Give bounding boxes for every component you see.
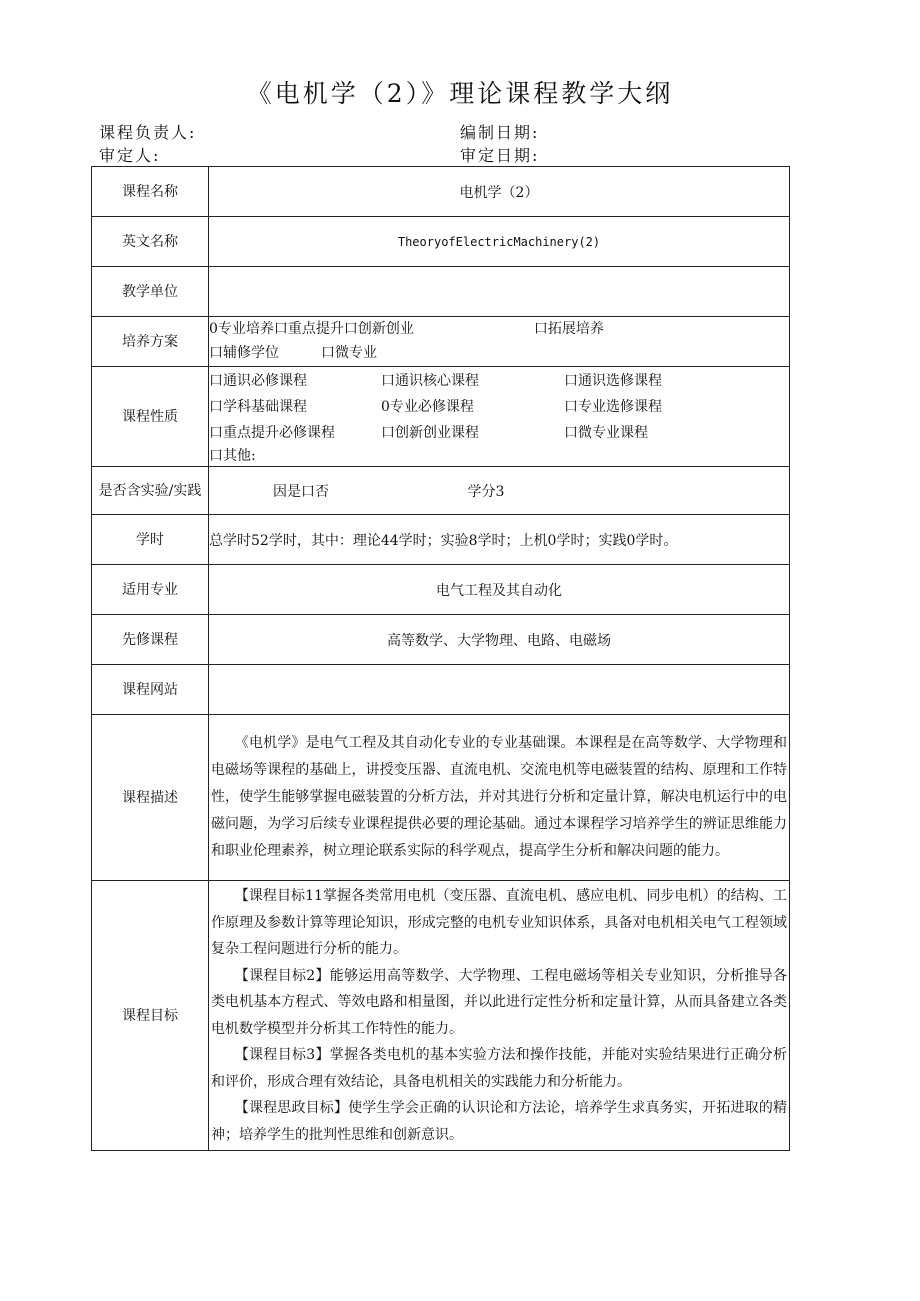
objectives-value: [209, 881, 790, 1151]
row-experiment: [92, 467, 790, 515]
plan-option-key: 口重点提升: [273, 321, 344, 337]
teaching-unit-value: [209, 267, 790, 317]
owner-label: 课程负责人:: [99, 123, 197, 142]
plan-option-expansion: 口拓展培养: [533, 321, 604, 337]
row-hours: [92, 515, 790, 565]
row-english-name: [92, 217, 790, 267]
reviewer-label: 审定人:: [99, 146, 161, 165]
english-name-value: TheoryofElectricMachinery(2): [209, 217, 790, 267]
prerequisites-value: 高等数学、大学物理、电路、电磁场: [209, 615, 790, 665]
hours-value: 总学时52学时，其中：理论44学时；实验8学时；上机0学时；实践0学时。: [209, 515, 790, 565]
nature-option: 口微专业课程: [564, 425, 648, 441]
description-label: 课程描述: [92, 715, 209, 881]
objective-ideology: 【课程思政目标】使学生学会正确的认识论和方法论，培养学生求真务实，开拓进取的精神；培养学生的批判性思维和创新意识。: [211, 1100, 787, 1143]
plan-option-major: 0专业培养: [209, 321, 274, 337]
nature-option: 口通识选修课程: [564, 373, 662, 389]
nature-option: 口重点提升必修课程: [209, 425, 335, 441]
course-name-label: 课程名称: [92, 167, 209, 217]
page-title: 《电机学（2）》理论课程教学大纲: [246, 79, 674, 108]
major-value: 电气工程及其自动化: [209, 565, 790, 615]
experiment-value: [209, 467, 790, 515]
row-training-plan: [92, 317, 790, 367]
row-course-name: [92, 167, 790, 217]
objective-3: 【课程目标3】掌握各类电机的基本实验方法和操作技能，并能对实验结果进行正确分析和评价，形成合理有效结论，具备电机相关的实践能力和分析能力。: [211, 1047, 787, 1090]
experiment-choice: 因是口否: [273, 483, 329, 500]
nature-option: 口创新创业课程: [381, 425, 479, 441]
website-label: 课程网站: [92, 665, 209, 715]
english-name-label: 英文名称: [92, 217, 209, 267]
hours-label: 学时: [92, 515, 209, 565]
experiment-label: 是否含实验/实践: [92, 467, 209, 515]
website-value: [209, 665, 790, 715]
course-nature-label: 课程性质: [92, 367, 209, 467]
nature-option: 口通识核心课程: [381, 373, 479, 389]
description-text: 《电机学》是电气工程及其自动化专业的专业基础课。本课程是在高等数学、大学物理和电磁场等课程的基础上，讲授变压器、直流电机、交流电机等电磁装置的结构、原理和工作特性，使学生能够掌握电磁装置的分析方法，并对其进行分析和定量计算，解决电机运行中的电磁问题，为学习后续专业课程提供必要的理论基础。通过本课程学习培养学生的辨证思维能力和职业伦理素养，树立理论联系实际的科学观点，提高学生分析和解决问题的能力。: [211, 735, 787, 859]
credit-value: 学分3: [467, 483, 505, 500]
plan-option-innovation: 口创新创业: [343, 321, 414, 337]
major-label: 适用专业: [92, 565, 209, 615]
row-major: [92, 565, 790, 615]
plan-option-micro-major: 口微专业: [321, 345, 377, 361]
nature-option: 口专业选修课程: [564, 399, 662, 415]
nature-option: 0专业必修课程: [381, 399, 474, 415]
prerequisites-label: 先修课程: [92, 615, 209, 665]
plan-option-minor-degree: 口辅修学位: [209, 345, 279, 361]
description-value: [209, 715, 790, 881]
teaching-unit-label: 教学单位: [92, 267, 209, 317]
row-description: [92, 715, 790, 881]
nature-option: 口学科基础课程: [209, 399, 307, 415]
objective-1: 【课程目标11掌握各类常用电机（变压器、直流电机、感应电机、同步电机）的结构、工作原理及参数计算等理论知识，形成完整的电机专业知识体系，具备对电机相关电气工程领域复杂工程问题进行分析的能力。: [211, 888, 787, 957]
training-plan-value: [209, 317, 790, 367]
row-prerequisites: [92, 615, 790, 665]
syllabus-table: [91, 166, 790, 1151]
nature-option-other: 口其他:: [209, 448, 256, 464]
row-website: [92, 665, 790, 715]
date-label: 编制日期:: [460, 123, 540, 142]
row-teaching-unit: [92, 267, 790, 317]
objective-2: 【课程目标2】能够运用高等数学、大学物理、工程电磁场等相关专业知识，分析推导各类电机基本方程式、等效电路和相量图，并以此进行定性分析和定量计算，从而具备建立各类电机数学模型并分析其工作特性的能力。: [211, 967, 787, 1037]
row-course-nature: [92, 367, 790, 467]
training-plan-label: 培养方案: [92, 317, 209, 367]
nature-option: 口通识必修课程: [209, 373, 307, 389]
row-objectives: [92, 881, 790, 1151]
course-nature-value: [209, 367, 790, 467]
course-name-value: 电机学（2）: [209, 167, 790, 217]
objectives-label: 课程目标: [92, 881, 209, 1151]
review-date-label: 审定日期:: [460, 146, 540, 165]
